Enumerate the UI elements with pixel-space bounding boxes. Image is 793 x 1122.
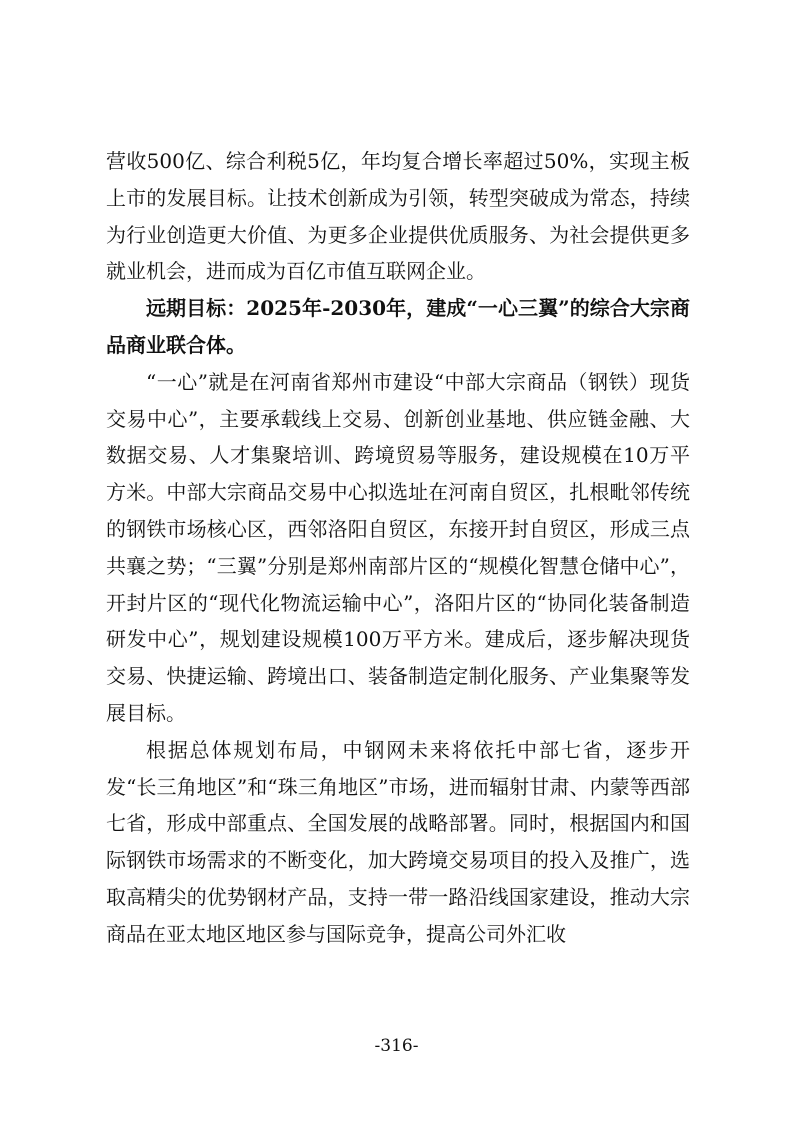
document-page bbox=[106, 143, 690, 953]
overall-layout-paragraph: 根据总体规划布局，中钢网未来将依托中部七省，逐步开发“长三角地区”和“珠三角地区”市场，进而辐射甘肃、内蒙等西部七省，形成中部重点、全国发展的战略部署。同时，根据国内和国际钢铁市场需求的不断变化，加大跨境交易项目的投入及推广，选取高精尖的优势钢材产品，支持一带一路沿线国家建设，推动大宗商品在亚太地区地区参与国际竞争，提高公司外汇收 bbox=[106, 737, 690, 946]
one-heart-three-wings-paragraph: “一心”就是在河南省郑州市建设“中部大宗商品（钢铁）现货交易中心”，主要承载线上交易、创新创业基地、供应链金融、大数据交易、人才集聚培训、跨境贸易等服务，建设规模在10万平方米。中部大宗商品交易中心拟选址在河南自贸区，扎根毗邻传统的钢铁市场核心区，西邻洛阳自贸区，东接开封自贸区，形成三点共襄之势；“三翼”分别是郑州南部片区的“规模化智慧仓储中心”，开封片区的“现代化物流运输中心”，洛阳片区的“协同化装备制造研发中心”，规划建设规模100万平方米。建成后，逐步解决现货交易、快捷运输、跨境出口、装备制造定制化服务、产业集聚等发展目标。 bbox=[106, 369, 690, 725]
page-number: -316- bbox=[374, 1036, 419, 1056]
long-term-goal-heading: 远期目标：2025年-2030年，建成“一心三翼”的综合大宗商品商业联合体。 bbox=[106, 296, 690, 357]
continuation-paragraph: 营收500亿、综合利税5亿，年均复合增长率超过50%，实现主板上市的发展目标。让技术创新成为引领，转型突破成为常态，持续为行业创造更大价值、为更多企业提供优质服务、为社会提供更多就业机会，进而成为百亿市值互联网企业。 bbox=[106, 149, 690, 284]
